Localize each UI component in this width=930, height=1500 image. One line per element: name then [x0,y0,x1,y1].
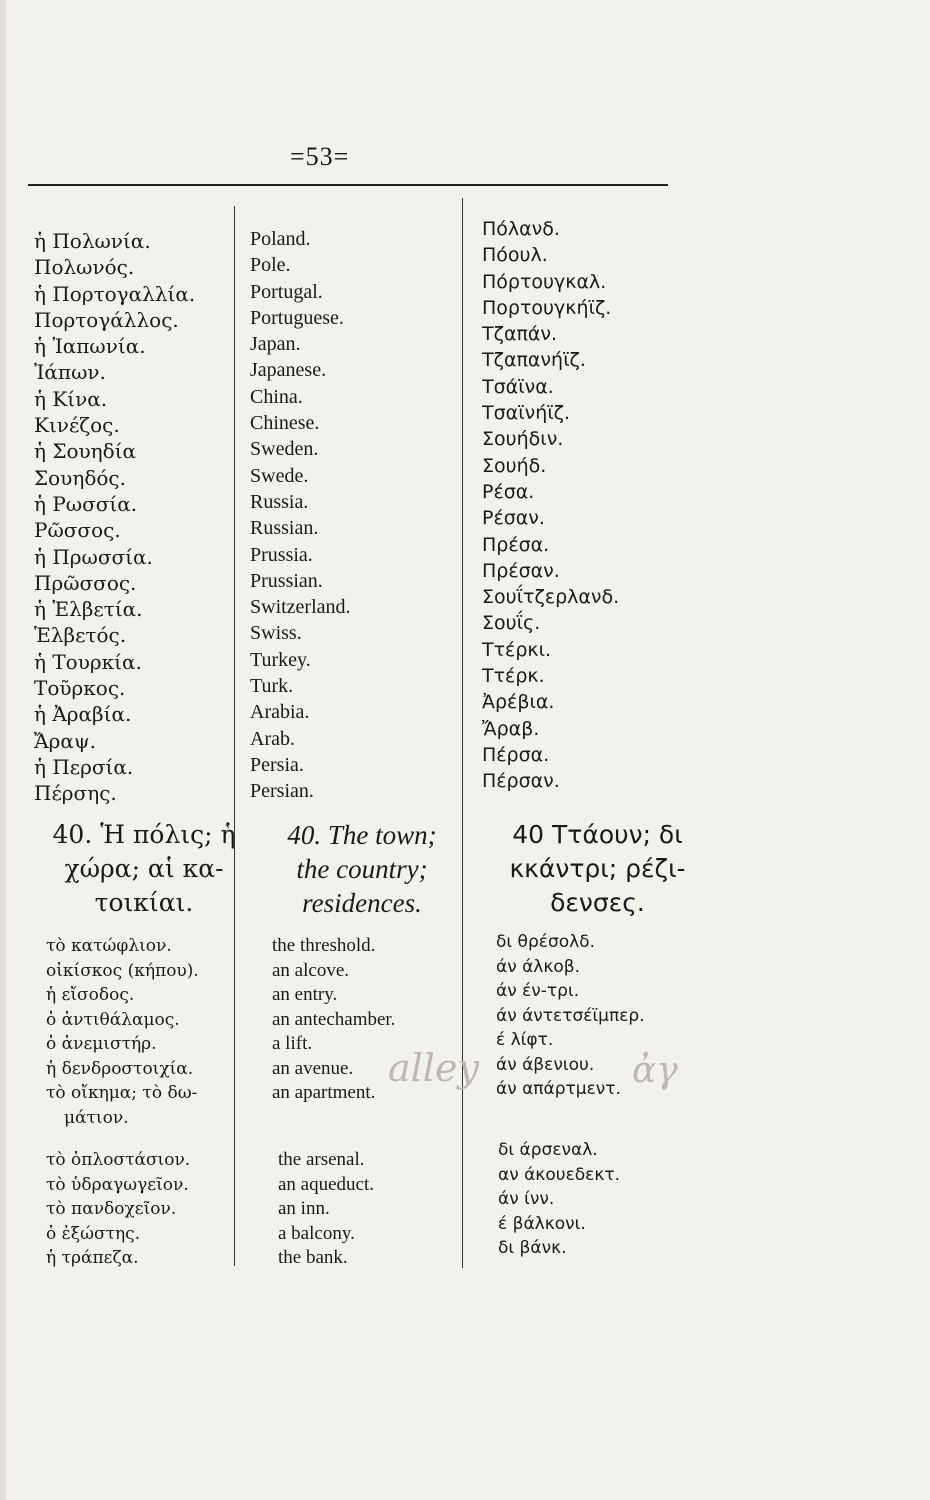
pronunciation-country: Τσαϊνήϊζ. [482,402,571,425]
section-heading-english [262,818,462,920]
pronunciation-country-column [482,216,619,795]
pronunciation-term: δι θρέσολδ. [496,932,595,952]
pronunciation-country: Σουήδ. [482,454,547,477]
pronunciation-country: Σουΐτζερλανδ. [482,586,620,609]
english-country: Pole. [250,254,291,277]
page-edge [0,0,6,1500]
greek-country: ἡ Ἀραβία. [34,702,132,727]
greek-term: ἡ δενδροστοιχία. [46,1058,194,1079]
pencil-annotation: ἀγ [632,1050,678,1091]
page-number: =53= [290,142,350,171]
greek-country: Ἰάπων. [34,360,106,385]
pronunciation-term: έ βάλκονι. [498,1213,586,1234]
greek-country: Πέρσης. [34,781,117,806]
section-heading-pronunciation [490,818,705,920]
greek-terms-group-1 [46,934,199,1130]
english-term: a lift. [272,1033,313,1054]
greek-country: ἡ Σουηδία [34,439,137,464]
english-term: the bank. [278,1247,348,1268]
greek-country: ἡ Περσία. [34,754,134,779]
english-country: Prussia. [250,543,313,566]
english-country: Russian. [250,517,319,540]
greek-country: ἡ Πολωνία. [34,229,151,253]
pronunciation-term: έ λίφτ. [496,1030,554,1050]
english-country: Swiss. [250,622,302,645]
english-terms-group-1 [272,934,395,1106]
greek-term: ἡ εἴσοδος. [46,985,135,1005]
english-country: Prussian. [250,569,323,592]
english-country: Portugal. [250,280,323,303]
pronunciation-country: Πόουλ. [482,244,548,267]
english-term: an alcove. [272,959,350,981]
english-country: Swede. [250,464,309,487]
english-country: Russia. [250,490,309,513]
column-divider-left [234,206,235,1266]
greek-country: Κινέζος. [34,413,120,438]
english-country: China. [250,385,303,408]
pronunciation-country: Ττέρκ. [482,665,545,688]
header-rule [28,184,668,186]
heading-line: χώρα; αἱ κα- [64,854,224,883]
greek-term: ὁ ἀντιθάλαμος. [46,1009,180,1030]
section-heading-greek [44,818,244,920]
pronunciation-country: Σουήδιν. [482,428,564,451]
heading-line: 40. The town; [287,820,437,850]
english-country: Portuguese. [250,306,344,329]
pronunciation-country: Ἀρέβια. [482,691,555,714]
english-term: the arsenal. [278,1149,365,1170]
greek-country: ἡ Πορτογαλλία. [34,281,196,306]
greek-country: ἡ Πρωσσία. [34,544,153,569]
pronunciation-term: άν ίνν. [498,1189,555,1209]
english-country: Poland. [250,228,311,250]
greek-term: οἰκίσκος (κήπου). [46,960,199,981]
greek-country: Σουηδός. [34,465,126,490]
greek-country: ἡ Ρωσσία. [34,491,138,516]
english-term: an avenue. [272,1057,354,1079]
english-country: Switzerland. [250,596,351,619]
english-country: Arab. [250,727,295,750]
pronunciation-term: άν άλκοβ. [496,956,581,977]
pronunciation-country: Τζαπανήϊζ. [482,349,586,372]
english-country: Chinese. [250,412,320,435]
greek-term: ἡ τράπεζα. [46,1248,139,1268]
pronunciation-term: άν άβενιου. [496,1054,595,1075]
greek-term: τὸ κατώφλιον. [46,936,172,956]
greek-country: Ἑλβετός. [34,623,127,648]
column-divider-right [462,198,463,1268]
greek-term: τὸ ὁπλοστάσιον. [46,1150,191,1170]
greek-country: Πορτογάλλος. [34,307,179,332]
pronunciation-country: Πόλανδ. [482,218,560,240]
english-country: Turkey. [250,648,311,671]
pronunciation-term: αν άκουεδεκτ. [498,1164,621,1185]
greek-country: ἡ Κίνα. [34,386,108,411]
english-country: Sweden. [250,438,319,461]
greek-country: ἡ Ἰαπωνία. [34,334,146,359]
greek-country: ἡ Ἑλβετία. [34,597,143,622]
english-country: Persian. [250,780,314,803]
english-term: an aqueduct. [278,1173,375,1195]
pronunciation-terms-group-1 [496,930,645,1102]
greek-country: Ρῶσσος. [34,518,121,543]
heading-line: 40 Ττάουν; δι [512,820,683,849]
pronunciation-term: δι βάνκ. [498,1238,567,1258]
pronunciation-country: Πρέσαν. [482,559,560,582]
greek-terms-group-2 [46,1148,190,1271]
pronunciation-country: Σουΐς. [482,612,541,635]
english-country: Arabia. [250,701,310,724]
greek-country-column [34,228,195,807]
pronunciation-country: Ττέρκι. [482,638,552,661]
pronunciation-term: δι άρσεναλ. [498,1140,598,1160]
pronunciation-terms-group-2 [498,1138,620,1261]
pronunciation-country: Πέρσαν. [482,770,560,793]
pronunciation-term: άν έν-τρι. [496,981,580,1001]
english-country: Japanese. [250,359,327,382]
greek-country: Τοῦρκος. [34,676,126,701]
greek-term: ὁ ἐξώστης. [46,1223,141,1244]
greek-country: ἡ Τουρκία. [34,649,142,674]
pronunciation-country: Ρέσαν. [482,507,545,530]
pronunciation-country: Πρέσα. [482,533,550,556]
english-term: an entry. [272,984,338,1005]
greek-term: μάτιον. [64,1107,129,1128]
english-country: Japan. [250,333,301,356]
heading-line: 40. Ἡ πόλις; ἡ [52,820,236,849]
greek-country: Πολωνός. [34,255,135,280]
pronunciation-country: Πόρτουγκαλ. [482,270,607,293]
greek-term: τὸ οἴκημα; τὸ δω- [46,1083,198,1103]
heading-line: residences. [302,888,422,918]
pronunciation-country: Ἄραβ. [482,717,540,740]
english-term: an inn. [278,1198,330,1219]
pronunciation-country: Πορτουγκήϊζ. [482,296,612,319]
pronunciation-term: άν απάρτμεντ. [496,1079,621,1099]
english-country-column [250,226,351,805]
english-term: a balcony. [278,1222,355,1244]
pronunciation-country: Πέρσα. [482,743,550,766]
heading-line: the country; [296,854,428,884]
heading-line: κκάντρι; ρέζι- [509,854,686,883]
greek-country: Πρῶσσος. [34,570,137,595]
pencil-annotation: alley [388,1046,479,1090]
english-term: an antechamber. [272,1008,396,1030]
pronunciation-country: Τζαπάν. [482,323,558,346]
greek-term: τὸ πανδοχεῖον. [46,1199,177,1219]
english-terms-group-2 [278,1148,374,1271]
greek-country: Ἄραψ. [34,728,96,753]
heading-line: τοικίαι. [94,888,194,917]
heading-line: δενσες. [550,888,645,917]
greek-term: τὸ ὑδραγωγεῖον. [46,1174,189,1195]
pronunciation-country: Τσάϊνα. [482,375,554,398]
english-term: an apartment. [272,1082,376,1103]
english-country: Persia. [250,753,304,776]
english-term: the threshold. [272,935,376,956]
english-country: Turk. [250,675,294,698]
pronunciation-term: άν άντετσέϊμπερ. [496,1005,645,1026]
greek-term: ὁ ἀνεμιστήρ. [46,1034,157,1054]
pronunciation-country: Ρέσα. [482,480,535,503]
